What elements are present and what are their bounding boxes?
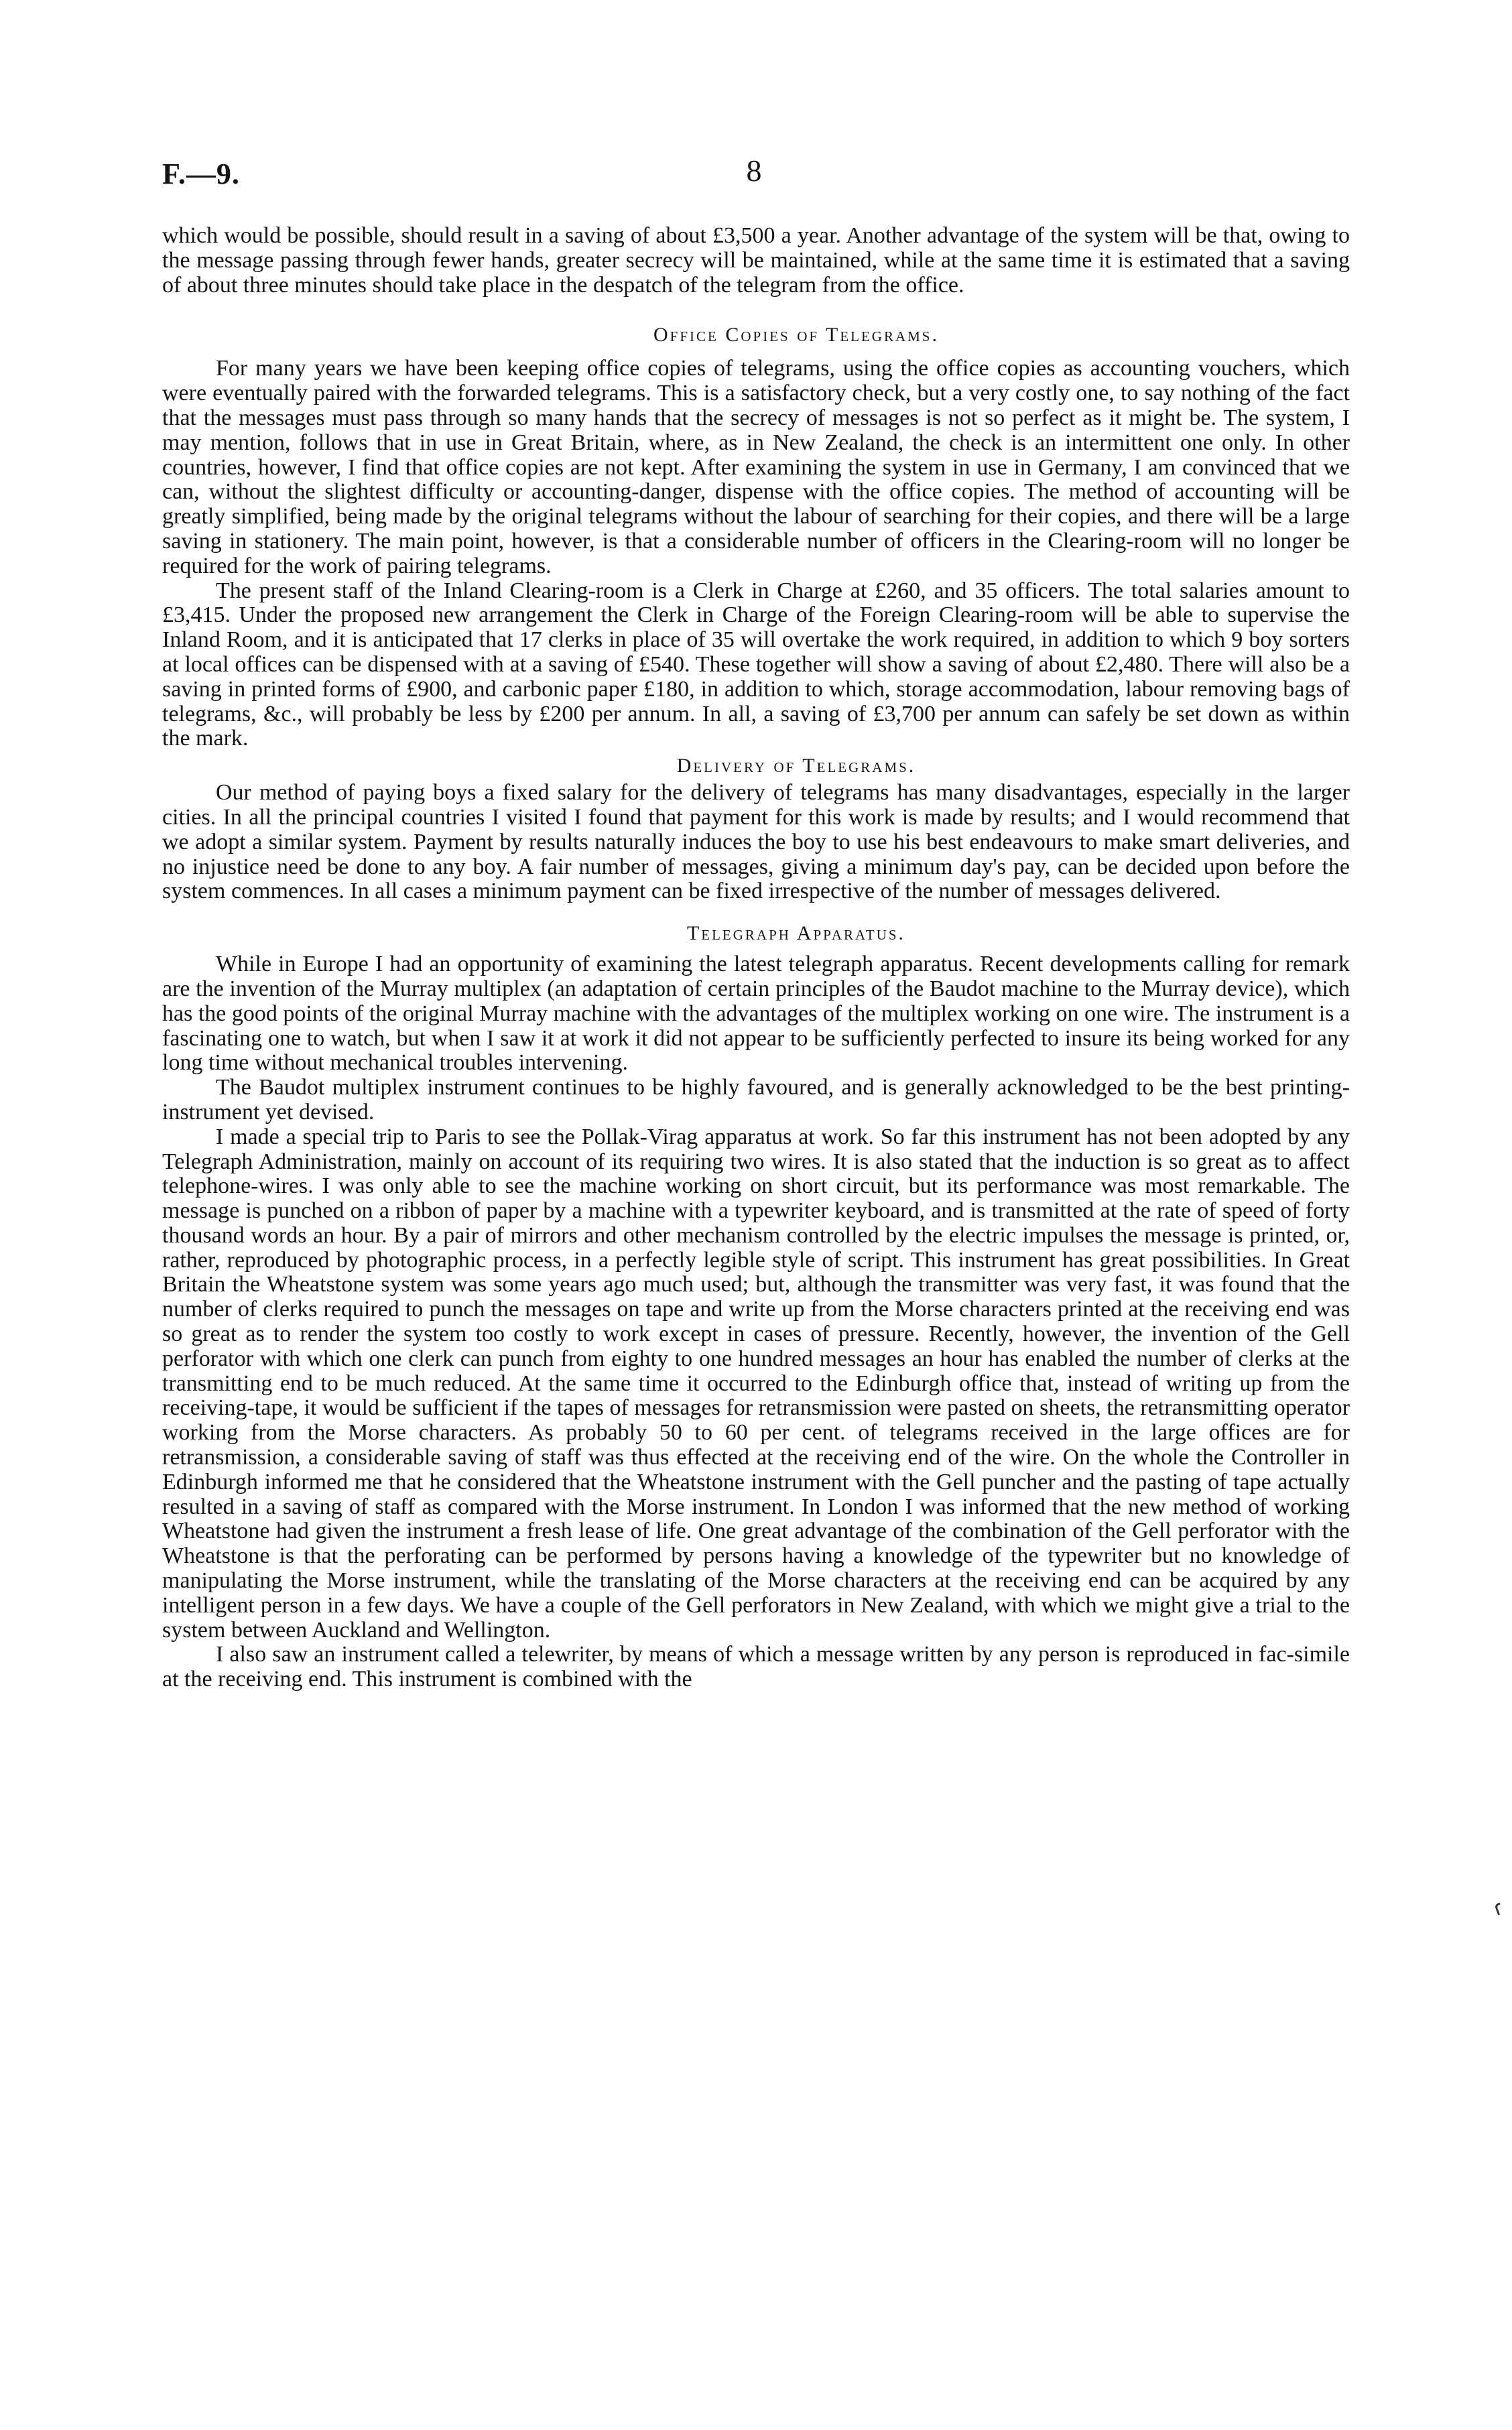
page-number: 8 (746, 153, 762, 188)
paragraph: I also saw an instrument called a telewriter, by means of which a message written by any person is reproduced in fac-simile at the receiving end. This instrument is combined with the (162, 1642, 1350, 1692)
paragraph: While in Europe I had an opportunity of examining the latest telegraph apparatus. Recent developments calling for remark are the invention of the Murray multiplex (an adaptation of certain principles of the Baudot machine to the Murray device), which has the good points of the original Murray machine with the advantages of the multiplex working on one wire. The instrument is a fascinating one to watch, but when I saw it at work it did not appear to be sufficiently perfected to insure its being worked for any long time without mechanical troubles intervening. (162, 952, 1350, 1076)
paragraph: Our method of paying boys a fixed salary for the delivery of telegrams has many disadvantages, especially in the larger cities. In all the principal countries I visited I found that payment for this work is made by results; and I would recommend that we adopt a similar system. Payment by results naturally induces the boy to use his best endeavours to make smart deliveries, and no injustice need be done to any boy. A fair number of messages, giving a minimum day's pay, can be decided upon before the system commences. In all cases a minimum payment can be fixed irrespective of the number of messages delivered. (162, 780, 1350, 904)
document-reference: F.—9. (162, 157, 240, 190)
margin-mark (1494, 1903, 1503, 1915)
paragraph: The present staff of the Inland Clearing-room is a Clerk in Charge at £260, and 35 officers. The total salaries amount to £3,415. Under the proposed new arrangement the Clerk in Charge of the Foreign Clearing-room will be able to supervise the Inland Room, and it is anticipated that 17 clerks in place of 35 will overtake the work required, in addition to which 9 boy sorters at local offices can be dispensed with at a saving of £540. These together will show a saving of about £2,480. There will also be a saving in printed forms of £900, and carbonic paper £180, in addition to which, storage accommodation, labour removing bags of telegrams, &c., will probably be less by £200 per annum. In all, a saving of £3,700 per annum can safely be set down as within the mark. (162, 578, 1350, 751)
page-body (162, 224, 1350, 1692)
section-heading-apparatus: Telegraph Apparatus. (686, 922, 906, 945)
section-heading-office-copies: Office Copies of Telegrams. (653, 324, 939, 346)
paragraph: The Baudot multiplex instrument continues to be highly favoured, and is generally acknowledged to be the best printing-instrument yet devised. (162, 1075, 1350, 1125)
section-heading-delivery: Delivery of Telegrams. (676, 755, 916, 777)
paragraph: For many years we have been keeping office copies of telegrams, using the office copies as accounting vouchers, which were eventually paired with the forwarded telegrams. This is a satisfactory check, but a very costly one, to say nothing of the fact that the messages must pass through so many hands that the secrecy of messages is not so perfect as it might be. The system, I may mention, follows that in use in Great Britain, where, as in New Zealand, the check is an intermittent one only. In other countries, however, I find that office copies are not kept. After examining the system in use in Germany, I am convinced that we can, without the slightest difficulty or accounting-danger, dispense with the office copies. The method of accounting will be greatly simplified, being made by the original telegrams without the labour of searching for their copies, and there will be a large saving in stationery. The main point, however, is that a considerable number of officers in the Clearing-room will no longer be required for the work of pairing telegrams. (162, 356, 1350, 578)
paragraph: which would be possible, should result in a saving of about £3,500 a year. Another advantage of the system will be that, owing to the message passing through fewer hands, greater secrecy will be maintained, while at the same time it is estimated that a saving of about three minutes should take place in the despatch of the telegram from the office. (162, 223, 1350, 298)
paragraph: I made a special trip to Paris to see the Pollak-Virag apparatus at work. So far this instrument has not been adopted by any Telegraph Administration, mainly on account of its requiring two wires. It is also stated that the induction is so great as to affect telephone-wires. I was only able to see the machine working on short circuit, but its performance was most remarkable. The message is punched on a ribbon of paper by a machine with a typewriter keyboard, and is transmitted at the rate of speed of forty thousand words an hour. By a pair of mirrors and other mechanism controlled by the electric impulses the message is printed, or, rather, reproduced by photographic process, in a perfectly legible style of script. This instrument has great possibilities. In Great Britain the Wheatstone system was some years ago much used; but, although the transmitter was very fast, it was found that the number of clerks required to punch the messages on tape and write up from the Morse characters printed at the receiving end was so great as to render the system too costly to work except in cases of pressure. Recently, however, the invention of the Gell perforator with which one clerk can punch from eighty to one hundred messages an hour has enabled the number of clerks at the transmitting end to be much reduced. At the same time it occurred to the Edinburgh office that, instead of writing up from the receiving-tape, it would be sufficient if the tapes of messages for retransmission were pasted on sheets, the retransmitting operator working from the Morse characters. As probably 50 to 60 per cent. of telegrams received in the large offices are for retransmission, a considerable saving of staff was thus effected at the receiving end of the wire. On the whole the Controller in Edinburgh informed me that he considered that the Wheatstone instrument with the Gell puncher and the pasting of tape actually resulted in a saving of staff as compared with the Morse instrument. In London I was informed that the new method of working Wheatstone had given the instrument a fresh lease of life. One great advantage of the combination of the Gell perforator with the Wheatstone is that the perforating can be performed by persons having a knowledge of the typewriter but no knowledge of manipulating the Morse instrument, while the translating of the Morse characters at the receiving end can be acquired by any intelligent person in a few days. We have a couple of the Gell perforators in New Zealand, with which we might give a trial to the system between Auckland and Wellington. (162, 1124, 1350, 1643)
page-header (162, 151, 1350, 198)
